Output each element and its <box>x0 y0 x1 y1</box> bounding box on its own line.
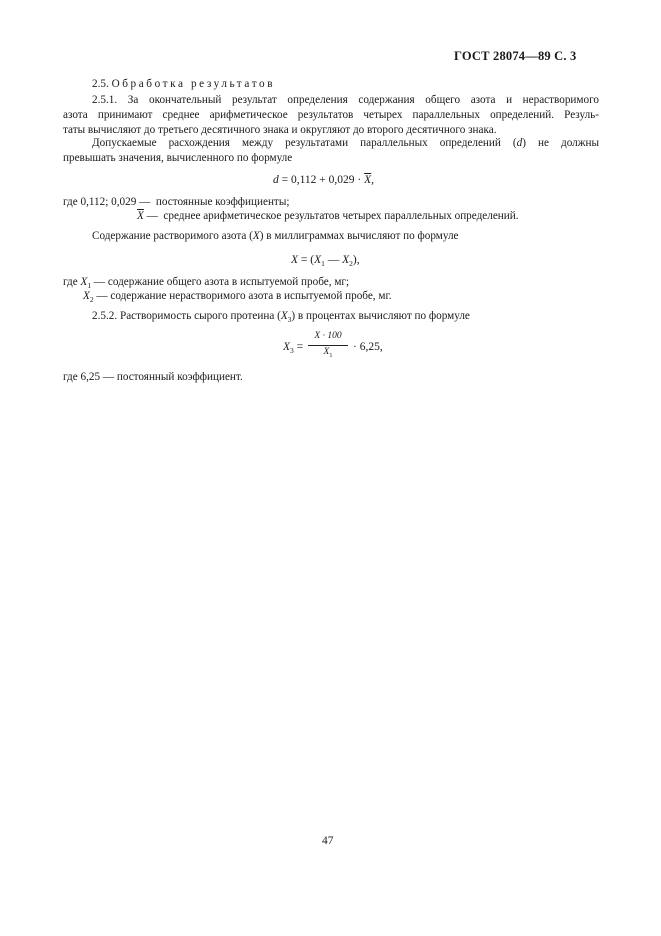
x-bar-symbol: $\overline{X}$ <box>364 174 372 186</box>
tolerance-paragraph-line2: превышать значения, вычисленного по формуле <box>63 152 293 164</box>
where-xbar: $\overline{X}$ — среднее арифметическое результатов четырех параллельных определений. <box>137 210 519 222</box>
document-reference: ГОСТ 28074—89 С. 3 <box>454 49 577 63</box>
fraction-bar <box>308 345 348 346</box>
section-title: Обработка результатов <box>111 78 276 90</box>
where-x2: $X_2$ — содержание нерастворимого азота в испытуемой пробе, мг. <box>83 290 392 304</box>
soluble-nitrogen-sentence: Содержание растворимого азота (X) в миллиграммах вычисляют по формуле <box>92 230 459 242</box>
formula-d: $d = 0,112 + 0,029 \cdot \overline{X}$, <box>273 174 375 186</box>
section-heading <box>92 77 275 92</box>
fraction-numerator: X · 100 <box>314 331 342 341</box>
where-6-25: где 6,25 — постоянный коэффициент. <box>63 371 243 383</box>
paragraph-2-5-1-line3: таты вычисляют до третьего десятичного знака и округляют до второго десятичного знака. <box>63 124 497 136</box>
section-number: 2.5. <box>92 78 109 90</box>
paragraph-2-5-1-line2: азота принимают среднее арифметическое результатов четырех параллельных определений. Резуль- <box>63 109 599 121</box>
formula-x3-tail: · 6,25, <box>353 341 383 353</box>
variable-d: d <box>516 137 523 149</box>
page-number: 47 <box>322 835 334 847</box>
formula-x: $X = (X_1$ — $X_2$), <box>291 254 360 268</box>
paragraph-2-5-1-line1: 2.5.1. За окончательный результат определения содержания общего азота и нерастворимого <box>92 94 599 106</box>
formula-x3-lhs: $X_3$ = <box>283 341 304 355</box>
where-coefficients: где 0,112; 0,029 — постоянные коэффициенты; <box>63 196 290 208</box>
fraction-denominator: $X_1$ <box>323 347 333 359</box>
paragraph-2-5-2: 2.5.2. Растворимость сырого протеина $(X_3)$ в процентах вычисляют по формуле <box>92 310 470 324</box>
tolerance-paragraph-line1: Допускаемые расхождения между результатами параллельных определений (d) не должны <box>92 137 599 149</box>
where-x1: где $X_1$ — содержание общего азота в испытуемой пробе, мг; <box>63 276 350 290</box>
